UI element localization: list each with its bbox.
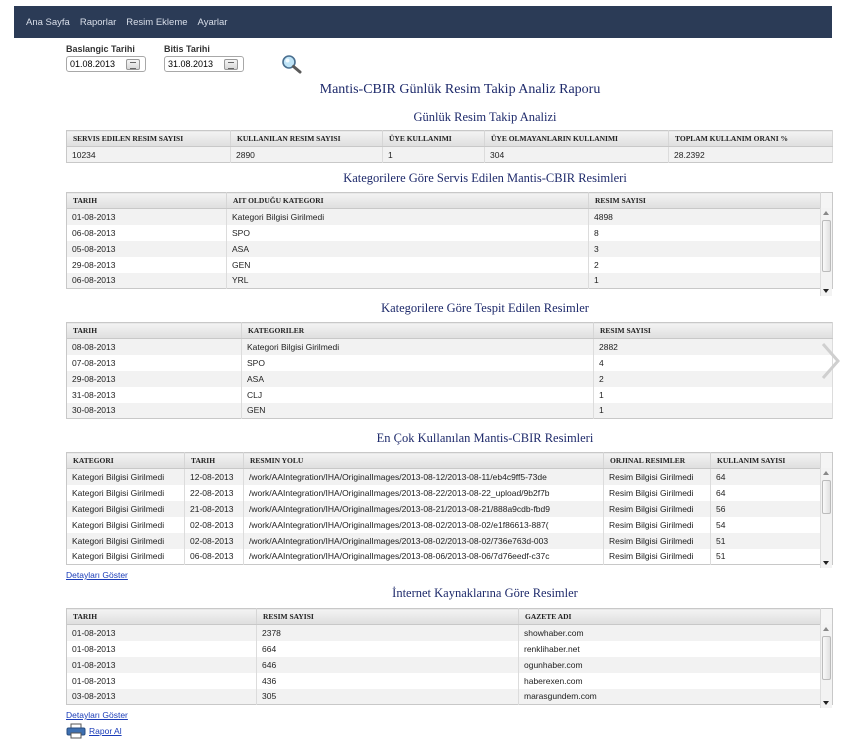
table-row	[67, 549, 833, 565]
col-header: RESMIN YOLU	[244, 453, 604, 469]
nav-settings[interactable]: Ayarlar	[197, 16, 228, 28]
summary-table	[66, 130, 833, 163]
cell: SPO	[227, 225, 589, 241]
table-row	[67, 469, 833, 485]
col-header: ORJINAL RESIMLER	[604, 453, 711, 469]
served-grid	[66, 192, 832, 296]
cell: 64	[711, 469, 821, 485]
cell: 02-08-2013	[185, 533, 244, 549]
col-header: SERVIS EDILEN RESIM SAYISI	[67, 131, 231, 147]
scroll-down-icon[interactable]	[823, 701, 829, 705]
scroll-down-icon[interactable]	[823, 561, 829, 565]
internet-header-row	[67, 609, 833, 625]
cell: 06-08-2013	[67, 225, 227, 241]
cell: Kategori Bilgisi Girilmedi	[67, 501, 185, 517]
start-date-label: Baslangic Tarihi	[66, 44, 135, 54]
cell: 1	[383, 147, 485, 163]
newspaper-cell: marasgundem.com	[519, 689, 821, 705]
most-used-grid	[66, 452, 832, 568]
scroll-up-icon[interactable]	[823, 627, 829, 631]
internet-title: İnternet Kaynaklarına Göre Resimler	[392, 586, 578, 600]
cell: 01-08-2013	[67, 673, 257, 689]
internet-table	[66, 608, 833, 705]
served-table	[66, 192, 833, 289]
table-row	[67, 485, 833, 501]
cell: 2	[589, 257, 821, 273]
scroll-up-icon[interactable]	[823, 211, 829, 215]
cell: SPO	[242, 355, 594, 371]
table-row	[67, 387, 833, 403]
end-date-input[interactable]	[168, 59, 222, 69]
detected-table	[66, 322, 833, 419]
col-header: ÜYE OLMAYANLARIN KULLANIMI	[485, 131, 669, 147]
cell: 2882	[594, 339, 833, 355]
nav-add-image[interactable]: Resim Ekleme	[126, 16, 188, 28]
table-row	[67, 501, 833, 517]
most-used-scrollbar[interactable]	[820, 468, 832, 568]
cell: 8	[589, 225, 821, 241]
report-title: Mantis-CBIR Günlük Resim Takip Analiz Raporu	[319, 82, 601, 97]
cell: 01-08-2013	[67, 625, 257, 641]
detected-header-row	[67, 323, 833, 339]
cell: 56	[711, 501, 821, 517]
cell: 64	[711, 485, 821, 501]
cell: 28.2392	[669, 147, 833, 163]
scroll-header	[821, 193, 833, 209]
cell: 06-08-2013	[67, 273, 227, 289]
cell: 21-08-2013	[185, 501, 244, 517]
cell: Resim Bilgisi Girilmedi	[604, 533, 711, 549]
scroll-up-icon[interactable]	[823, 471, 829, 475]
table-row	[67, 517, 833, 533]
cell: ASA	[227, 241, 589, 257]
col-header: KULLANILAN RESIM SAYISI	[231, 131, 383, 147]
cell: 03-08-2013	[67, 689, 257, 705]
table-row	[67, 657, 833, 673]
detected-title: Kategorilere Göre Tespit Edilen Resimler	[381, 301, 589, 315]
end-date-filter	[164, 44, 244, 72]
cell: 02-08-2013	[185, 517, 244, 533]
table-row	[67, 339, 833, 355]
cell: 4	[594, 355, 833, 371]
col-header: GAZETE ADI	[519, 609, 821, 625]
cell: 2890	[231, 147, 383, 163]
most-used-title: En Çok Kullanılan Mantis-CBIR Resimleri	[376, 431, 594, 445]
image-path-cell: /work/AAIntegration/IHA/OriginalImages/2013-08-06/2013-08-06/7d76eedf-c37c	[244, 549, 604, 565]
cell: Kategori Bilgisi Girilmedi	[67, 469, 185, 485]
scroll-thumb[interactable]	[822, 636, 831, 680]
image-path-cell: /work/AAIntegration/IHA/OriginalImages/2013-08-02/2013-08-02/e1f86613-887(	[244, 517, 604, 533]
scroll-down-icon[interactable]	[823, 289, 829, 293]
most-used-header-row	[67, 453, 833, 469]
table-row	[67, 225, 833, 241]
scroll-thumb[interactable]	[822, 480, 831, 514]
cell: ASA	[242, 371, 594, 387]
start-date-input[interactable]	[70, 59, 124, 69]
cell: 54	[711, 517, 821, 533]
cell: GEN	[227, 257, 589, 273]
image-path-cell: /work/AAIntegration/IHA/OriginalImages/2013-08-02/2013-08-02/736e763d-003	[244, 533, 604, 549]
table-row	[67, 209, 833, 225]
image-path-cell: /work/AAIntegration/IHA/OriginalImages/2013-08-12/2013-08-11/eb4c9ff5-73de	[244, 469, 604, 485]
cell: 30-08-2013	[67, 403, 242, 419]
table-row	[67, 689, 833, 705]
most-used-table	[66, 452, 833, 565]
cell: 08-08-2013	[67, 339, 242, 355]
cell: 10234	[67, 147, 231, 163]
cell: 1	[589, 273, 821, 289]
cell: 4898	[589, 209, 821, 225]
cell: Kategori Bilgisi Girilmedi	[242, 339, 594, 355]
cell: Resim Bilgisi Girilmedi	[604, 549, 711, 565]
cell: Kategori Bilgisi Girilmedi	[67, 517, 185, 533]
col-header: KATEGORI	[67, 453, 185, 469]
cell: Resim Bilgisi Girilmedi	[604, 469, 711, 485]
served-scrollbar[interactable]	[820, 208, 832, 296]
col-header: KULLANIM SAYISI	[711, 453, 821, 469]
start-calendar-icon[interactable]	[126, 59, 140, 70]
table-row	[67, 257, 833, 273]
summary-header-row	[67, 131, 833, 147]
cell: Resim Bilgisi Girilmedi	[604, 485, 711, 501]
start-date-filter	[66, 44, 146, 72]
cell: 07-08-2013	[67, 355, 242, 371]
cell: 305	[257, 689, 519, 705]
cell: 2	[594, 371, 833, 387]
cell: 05-08-2013	[67, 241, 227, 257]
end-date-label: Bitis Tarihi	[164, 44, 210, 54]
served-title: Kategorilere Göre Servis Edilen Mantis-CBIR Resimleri	[343, 171, 627, 185]
most-used-details-link[interactable]: Detayları Göster	[66, 570, 128, 580]
cell: 29-08-2013	[67, 371, 242, 387]
internet-scrollbar[interactable]	[820, 624, 832, 708]
col-header: TARIH	[185, 453, 244, 469]
nav-reports[interactable]: Raporlar	[79, 16, 117, 28]
end-calendar-icon[interactable]	[224, 59, 238, 70]
cell: 3	[589, 241, 821, 257]
col-header: ÜYE KULLANIMI	[383, 131, 485, 147]
table-row	[67, 273, 833, 289]
cell: 1	[594, 403, 833, 419]
col-header: KATEGORILER	[242, 323, 594, 339]
image-path-cell: /work/AAIntegration/IHA/OriginalImages/2013-08-22/2013-08-22_upload/9b2f7b	[244, 485, 604, 501]
chevron-right-icon[interactable]	[818, 341, 842, 381]
cell: 06-08-2013	[185, 549, 244, 565]
col-header: TOPLAM KULLANIM ORANI %	[669, 131, 833, 147]
start-date-box	[66, 56, 146, 72]
cell: 12-08-2013	[185, 469, 244, 485]
cell: 51	[711, 549, 821, 565]
print-report-label: Rapor Al	[89, 726, 122, 736]
cell: 436	[257, 673, 519, 689]
cell: Resim Bilgisi Girilmedi	[604, 501, 711, 517]
end-date-box	[164, 56, 244, 72]
cell: Kategori Bilgisi Girilmedi	[227, 209, 589, 225]
search-icon[interactable]	[281, 54, 303, 74]
cell: 01-08-2013	[67, 641, 257, 657]
print-report-button[interactable]	[66, 723, 122, 739]
cell: 646	[257, 657, 519, 673]
col-header: AIT OLDUĞU KATEGORI	[227, 193, 589, 209]
table-row	[67, 371, 833, 387]
cell: Kategori Bilgisi Girilmedi	[67, 485, 185, 501]
image-path-cell: /work/AAIntegration/IHA/OriginalImages/2013-08-21/2013-08-21/888a9cdb-fbd9	[244, 501, 604, 517]
col-header: RESIM SAYISI	[257, 609, 519, 625]
newspaper-cell: haberexen.com	[519, 673, 821, 689]
cell: 304	[485, 147, 669, 163]
cell: Resim Bilgisi Girilmedi	[604, 517, 711, 533]
nav-home[interactable]: Ana Sayfa	[26, 16, 70, 28]
top-navbar	[14, 6, 832, 38]
served-header-row	[67, 193, 833, 209]
scroll-thumb[interactable]	[822, 220, 831, 272]
cell: Kategori Bilgisi Girilmedi	[67, 533, 185, 549]
col-header: RESIM SAYISI	[589, 193, 821, 209]
table-row	[67, 355, 833, 371]
cell: YRL	[227, 273, 589, 289]
table-row	[67, 625, 833, 641]
col-header: TARIH	[67, 323, 242, 339]
internet-grid	[66, 608, 832, 708]
newspaper-cell: showhaber.com	[519, 625, 821, 641]
cell: 01-08-2013	[67, 209, 227, 225]
cell: 1	[594, 387, 833, 403]
cell: 664	[257, 641, 519, 657]
cell: CLJ	[242, 387, 594, 403]
table-row	[67, 641, 833, 657]
printer-icon	[66, 723, 86, 739]
cell: GEN	[242, 403, 594, 419]
newspaper-cell: renklihaber.net	[519, 641, 821, 657]
cell: 29-08-2013	[67, 257, 227, 273]
table-row	[67, 673, 833, 689]
cell: 31-08-2013	[67, 387, 242, 403]
col-header: RESIM SAYISI	[594, 323, 833, 339]
table-row	[67, 403, 833, 419]
table-row	[67, 147, 833, 163]
internet-details-link[interactable]: Detayları Göster	[66, 710, 128, 720]
col-header: TARIH	[67, 193, 227, 209]
cell: 22-08-2013	[185, 485, 244, 501]
table-row	[67, 241, 833, 257]
table-row	[67, 533, 833, 549]
cell: 2378	[257, 625, 519, 641]
cell: Kategori Bilgisi Girilmedi	[67, 549, 185, 565]
col-header: TARIH	[67, 609, 257, 625]
summary-title: Günlük Resim Takip Analizi	[413, 110, 557, 124]
newspaper-cell: ogunhaber.com	[519, 657, 821, 673]
cell: 51	[711, 533, 821, 549]
cell: 01-08-2013	[67, 657, 257, 673]
